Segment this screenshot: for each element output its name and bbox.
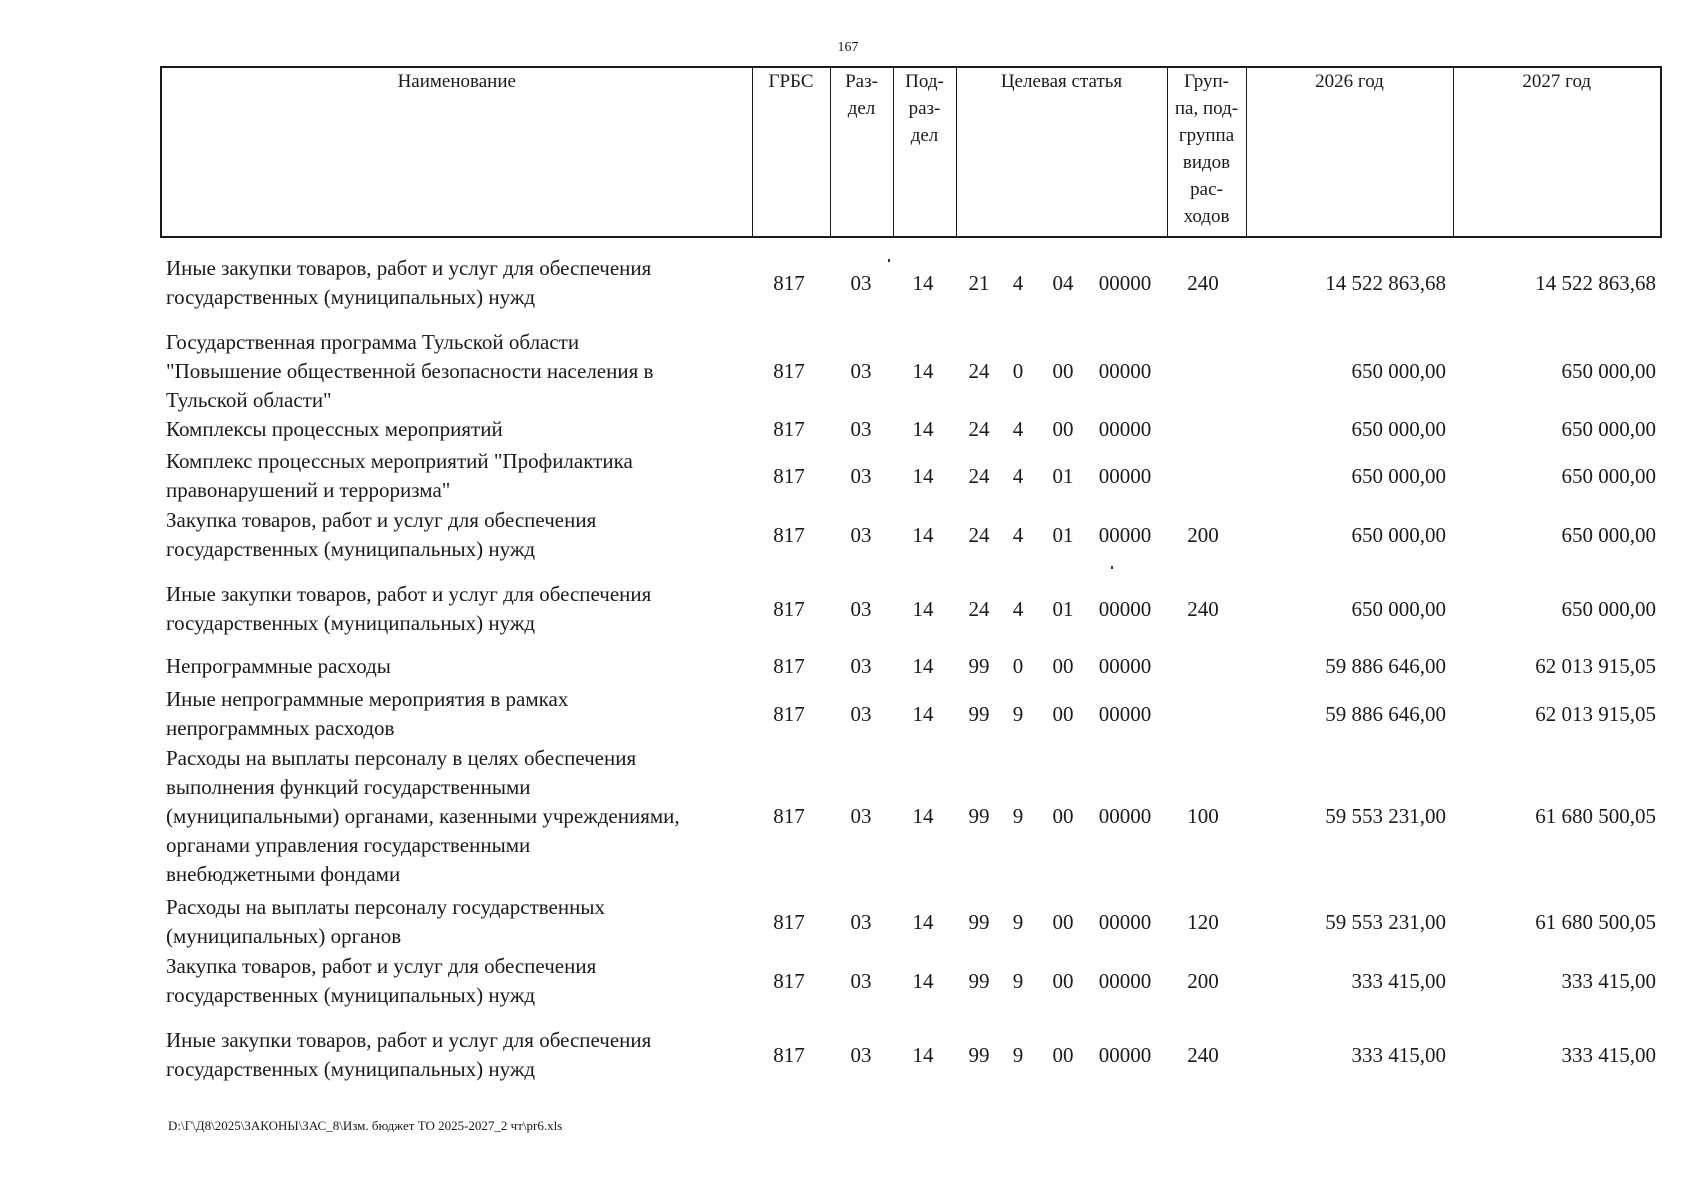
row-name-line: правонарушений и терроризма" [166, 478, 451, 502]
cell-t2: 0 [1012, 654, 1024, 678]
cell-t3: 00 [1052, 359, 1074, 383]
row-name-line: "Повышение общественной безопасности населения в [166, 359, 654, 383]
cell-t4: 00000 [1098, 522, 1152, 547]
cell-t4: 00000 [1098, 654, 1152, 678]
row-name [166, 328, 756, 415]
row-name [166, 685, 756, 743]
cell-y2027: 61 680 500,05 [1535, 909, 1656, 934]
row-name-line: Расходы на выплаты персоналу государственных [166, 895, 605, 919]
cell-rz: 03 [850, 270, 872, 295]
cell-t3: 01 [1052, 596, 1074, 621]
row-name-line: государственных (муниципальных) нужд [166, 537, 536, 561]
cell-y2027: 650 000,00 [1561, 417, 1656, 441]
row-name-line: Закупка товаров, работ и услуг для обеспечения [166, 954, 597, 978]
cell-t4: 00000 [1098, 804, 1152, 828]
row-name [166, 952, 756, 1010]
cell-rz: 03 [850, 804, 872, 828]
cell-t3: 00 [1052, 701, 1074, 726]
cell-t1: 99 [968, 654, 990, 678]
cell-y2027: 333 415,00 [1561, 968, 1656, 993]
row-name [166, 580, 756, 638]
cell-t1: 24 [968, 359, 990, 383]
row-name-line: Государственная программа Тульской области [166, 330, 580, 354]
row-name-line: выполнения функций государственными [166, 775, 531, 799]
cell-y2027: 61 680 500,05 [1535, 804, 1656, 828]
row-name-line: органами управления государственными [166, 833, 531, 857]
cell-grbs: 817 [773, 654, 805, 678]
cell-rz: 03 [850, 968, 872, 993]
cell-y2026: 333 415,00 [1351, 968, 1446, 993]
cell-t3: 00 [1052, 804, 1074, 828]
cell-t1: 99 [968, 909, 990, 934]
cell-t2: 9 [1012, 804, 1024, 828]
cell-pr: 14 [912, 968, 934, 993]
cell-pr: 14 [912, 596, 934, 621]
cell-grbs: 817 [773, 463, 805, 488]
cell-y2027: 62 013 915,05 [1535, 701, 1656, 726]
cell-y2026: 59 886 646,00 [1325, 654, 1446, 678]
cell-rz: 03 [850, 1042, 872, 1067]
cell-y2026: 650 000,00 [1351, 463, 1446, 488]
cell-y2026: 650 000,00 [1351, 417, 1446, 441]
cell-rz: 03 [850, 701, 872, 726]
cell-t2: 4 [1012, 417, 1024, 441]
page-number: 167 [837, 40, 859, 55]
cell-rz: 03 [850, 909, 872, 934]
cell-t4: 00000 [1098, 701, 1152, 726]
cell-grbs: 817 [773, 359, 805, 383]
cell-t2: 4 [1012, 522, 1024, 547]
cell-vr: 240 [1187, 596, 1219, 621]
scan-speck [1111, 566, 1113, 569]
cell-t4: 00000 [1098, 417, 1152, 441]
col-grbs-header: ГРБС [752, 67, 830, 237]
cell-t2: 9 [1012, 968, 1024, 993]
row-name-line: Тульской области" [166, 388, 332, 412]
cell-pr: 14 [912, 463, 934, 488]
cell-y2027: 333 415,00 [1561, 1042, 1656, 1067]
row-name-line: государственных (муниципальных) нужд [166, 611, 536, 635]
row-name-line: Закупка товаров, работ и услуг для обеспечения [166, 508, 597, 532]
row-name [166, 415, 756, 444]
cell-pr: 14 [912, 270, 934, 295]
cell-t2: 4 [1012, 463, 1024, 488]
row-name-line: государственных (муниципальных) нужд [166, 285, 536, 309]
row-name [166, 447, 756, 505]
cell-t1: 21 [968, 270, 990, 295]
cell-rz: 03 [850, 654, 872, 678]
cell-grbs: 817 [773, 522, 805, 547]
cell-grbs: 817 [773, 1042, 805, 1067]
cell-t3: 00 [1052, 909, 1074, 934]
cell-vr: 200 [1187, 968, 1219, 993]
file-path-footer: D:\Г\Д8\2025\ЗАКОНЫ\ЗАС_8\Изм. бюджет ТО 2025-2027_2 чт\pr6.xls [168, 1118, 563, 1133]
cell-t3: 01 [1052, 463, 1074, 488]
cell-grbs: 817 [773, 968, 805, 993]
cell-grbs: 817 [773, 270, 805, 295]
cell-y2026: 650 000,00 [1351, 596, 1446, 621]
cell-t4: 00000 [1098, 968, 1152, 993]
cell-t2: 9 [1012, 701, 1024, 726]
cell-grbs: 817 [773, 701, 805, 726]
cell-rz: 03 [850, 596, 872, 621]
cell-t3: 00 [1052, 417, 1074, 441]
cell-pr: 14 [912, 417, 934, 441]
row-name-line: Непрограммные расходы [166, 654, 391, 678]
cell-rz: 03 [850, 522, 872, 547]
row-name-line: Комплексы процессных мероприятий [166, 417, 503, 441]
row-name-line: (муниципальных) органов [166, 924, 402, 948]
cell-t4: 00000 [1098, 359, 1152, 383]
cell-t1: 99 [968, 701, 990, 726]
col-group-header: Груп- па, под- группа видов рас- ходов [1167, 67, 1246, 237]
cell-t4: 00000 [1098, 596, 1152, 621]
cell-pr: 14 [912, 522, 934, 547]
cell-y2026: 650 000,00 [1351, 359, 1446, 383]
cell-vr: 120 [1187, 909, 1219, 934]
cell-t3: 00 [1052, 654, 1074, 678]
cell-t3: 01 [1052, 522, 1074, 547]
cell-rz: 03 [850, 463, 872, 488]
cell-y2027: 62 013 915,05 [1535, 654, 1656, 678]
cell-pr: 14 [912, 804, 934, 828]
cell-grbs: 817 [773, 804, 805, 828]
cell-pr: 14 [912, 1042, 934, 1067]
row-name [166, 254, 756, 312]
cell-grbs: 817 [773, 417, 805, 441]
cell-t3: 00 [1052, 1042, 1074, 1067]
scan-speck [888, 259, 890, 262]
cell-t3: 00 [1052, 968, 1074, 993]
cell-t4: 00000 [1098, 1042, 1152, 1067]
row-name-line: Комплекс процессных мероприятий "Профилактика [166, 449, 633, 473]
cell-y2027: 650 000,00 [1561, 596, 1656, 621]
cell-y2026: 650 000,00 [1351, 522, 1446, 547]
row-name [166, 893, 756, 951]
cell-pr: 14 [912, 909, 934, 934]
row-name-line: Иные закупки товаров, работ и услуг для обеспечения [166, 1028, 652, 1052]
cell-y2027: 650 000,00 [1561, 522, 1656, 547]
cell-y2027: 650 000,00 [1561, 463, 1656, 488]
cell-t2: 9 [1012, 909, 1024, 934]
cell-vr: 240 [1187, 270, 1219, 295]
col-name-header: Наименование [161, 67, 752, 237]
row-name [166, 506, 756, 564]
cell-grbs: 817 [773, 596, 805, 621]
cell-rz: 03 [850, 417, 872, 441]
row-name [166, 744, 756, 889]
col-podrazdel-header: Под- раз- дел [893, 67, 956, 237]
cell-t4: 00000 [1098, 270, 1152, 295]
cell-pr: 14 [912, 359, 934, 383]
cell-t1: 99 [968, 1042, 990, 1067]
cell-y2026: 333 415,00 [1351, 1042, 1446, 1067]
cell-t1: 24 [968, 463, 990, 488]
row-name-line: Иные закупки товаров, работ и услуг для обеспечения [166, 256, 652, 280]
col-target-header: Целевая статья [956, 67, 1167, 237]
cell-pr: 14 [912, 654, 934, 678]
row-name [166, 652, 756, 681]
cell-rz: 03 [850, 359, 872, 383]
cell-t2: 9 [1012, 1042, 1024, 1067]
row-name-line: (муниципальными) органами, казенными учреждениями, [166, 804, 680, 828]
cell-y2026: 59 886 646,00 [1325, 701, 1446, 726]
cell-vr: 200 [1187, 522, 1219, 547]
row-name [166, 1026, 756, 1084]
cell-y2027: 14 522 863,68 [1535, 270, 1656, 295]
row-name-line: Иные непрограммные мероприятия в рамках [166, 687, 569, 711]
cell-vr: 100 [1187, 804, 1219, 828]
cell-y2026: 59 553 231,00 [1325, 909, 1446, 934]
col-2026-header: 2026 год [1246, 67, 1453, 237]
col-2027-header: 2027 год [1453, 67, 1661, 237]
cell-t3: 04 [1052, 270, 1074, 295]
cell-t2: 4 [1012, 596, 1024, 621]
row-name-line: непрограммных расходов [166, 716, 395, 740]
row-name-line: государственных (муниципальных) нужд [166, 1057, 536, 1081]
cell-t2: 0 [1012, 359, 1024, 383]
cell-t4: 00000 [1098, 463, 1152, 488]
cell-y2026: 59 553 231,00 [1325, 804, 1446, 828]
row-name-line: государственных (муниципальных) нужд [166, 983, 536, 1007]
cell-t4: 00000 [1098, 909, 1152, 934]
cell-t1: 24 [968, 522, 990, 547]
cell-y2027: 650 000,00 [1561, 359, 1656, 383]
cell-t1: 99 [968, 804, 990, 828]
cell-t1: 24 [968, 417, 990, 441]
row-name-line: Иные закупки товаров, работ и услуг для обеспечения [166, 582, 652, 606]
col-razdel-header: Раз- дел [830, 67, 893, 237]
cell-t1: 24 [968, 596, 990, 621]
cell-t2: 4 [1012, 270, 1024, 295]
cell-vr: 240 [1187, 1042, 1219, 1067]
row-name-line: Расходы на выплаты персоналу в целях обеспечения [166, 746, 637, 770]
row-name-line: внебюджетными фондами [166, 862, 401, 886]
cell-y2026: 14 522 863,68 [1325, 270, 1446, 295]
cell-pr: 14 [912, 701, 934, 726]
cell-t1: 99 [968, 968, 990, 993]
cell-grbs: 817 [773, 909, 805, 934]
